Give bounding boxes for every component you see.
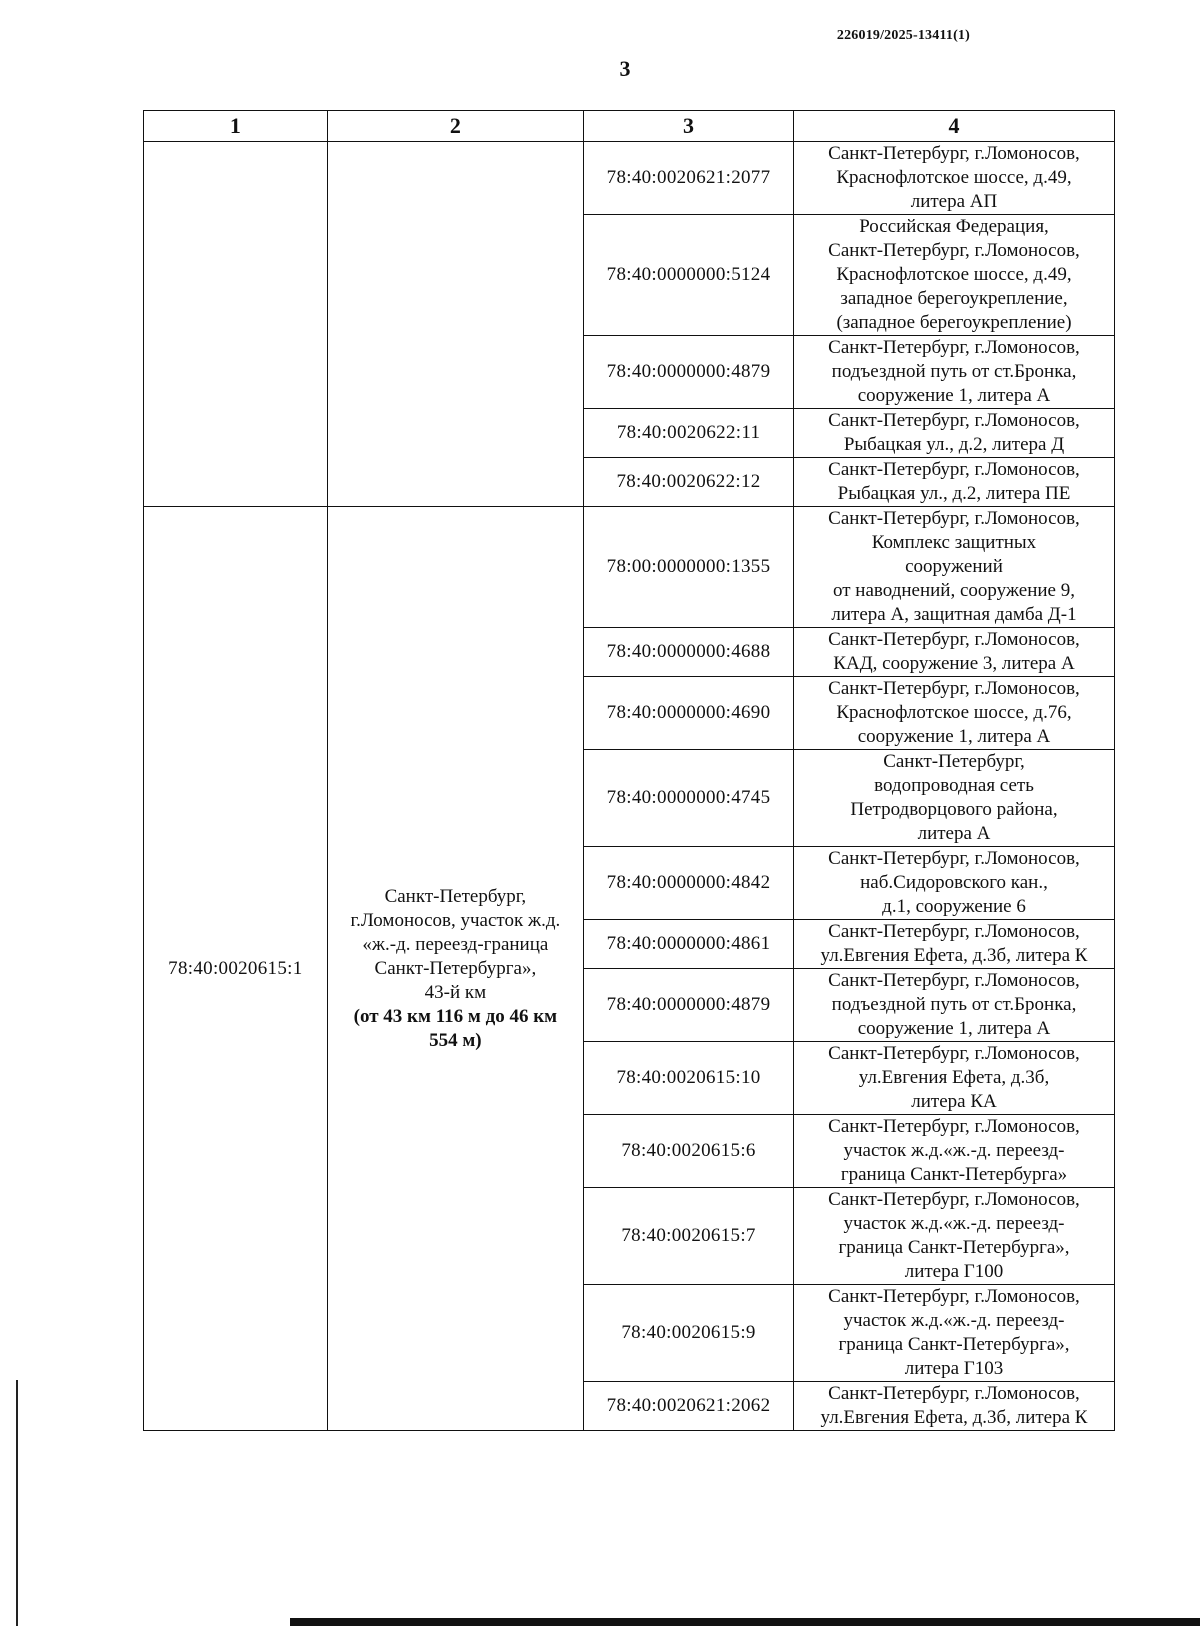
address-line: КАД, сооружение 3, литера А — [833, 653, 1075, 674]
address-cell — [794, 628, 1115, 677]
description-line: Санкт-Петербург, — [384, 885, 527, 907]
table-row — [144, 507, 1115, 628]
cadastral-number-cell: 78:40:0020615:6 — [584, 1115, 794, 1188]
address-cell — [794, 336, 1115, 409]
description-line: Санкт-Петербурга», — [374, 957, 537, 979]
address-line: литера А — [917, 823, 991, 844]
parcel-number-cell: 78:40:0020615:1 — [144, 507, 328, 1431]
address-line: Санкт-Петербург, г.Ломоносов, — [828, 921, 1080, 942]
address-line: Санкт-Петербург, г.Ломоносов, — [828, 1116, 1080, 1137]
empty-cell — [327, 142, 583, 507]
table-body — [144, 142, 1115, 1431]
address-line: подъездной путь от ст.Бронка, — [831, 994, 1077, 1015]
address-line: Санкт-Петербург, г.Ломоносов, — [828, 1383, 1080, 1404]
cadastral-number-cell: 78:40:0000000:4745 — [584, 750, 794, 847]
address-line: Санкт-Петербург, г.Ломоносов, — [828, 240, 1080, 261]
address-line: Санкт-Петербург, г.Ломоносов, — [828, 1043, 1080, 1064]
address-line: граница Санкт-Петербурга» — [840, 1164, 1068, 1185]
address-cell — [794, 920, 1115, 969]
address-line: сооружений — [905, 556, 1003, 577]
address-cell — [794, 677, 1115, 750]
registry-table — [143, 110, 1115, 1431]
column-header: 4 — [794, 111, 1115, 142]
address-line: сооружение 1, литера А — [857, 385, 1051, 406]
column-header: 3 — [584, 111, 794, 142]
address-line: литера А, защитная дамба Д-1 — [831, 604, 1077, 625]
cadastral-number-cell: 78:40:0000000:4861 — [584, 920, 794, 969]
address-line: (западное берегоукрепление) — [836, 312, 1072, 333]
header-row — [144, 111, 1115, 142]
scan-artifact-bar — [290, 1618, 1200, 1626]
cadastral-number-cell: 78:40:0000000:4690 — [584, 677, 794, 750]
description-line: «ж.-д. переезд-граница — [362, 933, 549, 955]
address-line: Краснофлотское шоссе, д.76, — [836, 702, 1072, 723]
address-line: литера Г100 — [904, 1261, 1004, 1282]
description-line: г.Ломоносов, участок ж.д. — [350, 909, 561, 931]
cadastral-number-cell: 78:40:0000000:4879 — [584, 336, 794, 409]
address-line: водопроводная сеть — [874, 775, 1034, 796]
address-line: Санкт-Петербург, г.Ломоносов, — [828, 143, 1080, 164]
address-line: литера КА — [911, 1091, 997, 1112]
address-line: ул.Евгения Ефета, д.3б, литера К — [820, 1407, 1088, 1428]
document-number: 226019/2025-13411(1) — [836, 28, 970, 43]
address-cell — [794, 847, 1115, 920]
cadastral-number-cell: 78:40:0000000:5124 — [584, 215, 794, 336]
description-line: 43-й км — [424, 981, 487, 1003]
address-cell — [794, 458, 1115, 507]
address-line: литера АП — [910, 191, 998, 212]
page-number: 3 — [619, 56, 631, 81]
description-range-line: 554 м) — [429, 1029, 482, 1051]
cadastral-number-cell: 78:40:0020622:12 — [584, 458, 794, 507]
address-line: Санкт-Петербург, г.Ломоносов, — [828, 629, 1080, 650]
address-line: Санкт-Петербург, г.Ломоносов, — [828, 459, 1080, 480]
address-line: наб.Сидоровского кан., — [860, 872, 1048, 893]
address-line: граница Санкт-Петербурга», — [838, 1237, 1070, 1258]
address-line: Санкт-Петербург, г.Ломоносов, — [828, 410, 1080, 431]
address-line: участок ж.д.«ж.-д. переезд- — [843, 1310, 1065, 1331]
table-row — [144, 142, 1115, 215]
address-line: участок ж.д.«ж.-д. переезд- — [843, 1213, 1065, 1234]
address-line: ул.Евгения Ефета, д.3б, — [858, 1067, 1050, 1088]
address-line: ул.Евгения Ефета, д.3б, литера К — [820, 945, 1088, 966]
address-cell — [794, 1042, 1115, 1115]
address-line: Краснофлотское шоссе, д.49, — [836, 167, 1072, 188]
address-line: Санкт-Петербург, г.Ломоносов, — [828, 1189, 1080, 1210]
address-line: подъездной путь от ст.Бронка, — [831, 361, 1077, 382]
column-header: 1 — [144, 111, 328, 142]
empty-cell — [144, 142, 328, 507]
address-line: Санкт-Петербург, г.Ломоносов, — [828, 970, 1080, 991]
address-line: Российская Федерация, — [859, 216, 1049, 237]
address-cell — [794, 507, 1115, 628]
column-header: 2 — [327, 111, 583, 142]
cadastral-number-cell: 78:40:0020621:2062 — [584, 1382, 794, 1431]
address-cell — [794, 142, 1115, 215]
address-line: Санкт-Петербург, г.Ломоносов, — [828, 337, 1080, 358]
address-line: Санкт-Петербург, — [883, 751, 1025, 772]
address-cell — [794, 1188, 1115, 1285]
address-line: д.1, сооружение 6 — [882, 896, 1026, 917]
address-cell — [794, 1382, 1115, 1431]
address-line: Санкт-Петербург, г.Ломоносов, — [828, 848, 1080, 869]
address-line: литера Г103 — [904, 1358, 1004, 1379]
address-cell — [794, 969, 1115, 1042]
address-line: западное берегоукрепление, — [840, 288, 1068, 309]
address-cell — [794, 409, 1115, 458]
cadastral-number-cell: 78:40:0020615:9 — [584, 1285, 794, 1382]
address-line: сооружение 1, литера А — [857, 726, 1051, 747]
cadastral-number-cell: 78:40:0020615:7 — [584, 1188, 794, 1285]
address-cell — [794, 1285, 1115, 1382]
address-cell — [794, 750, 1115, 847]
address-cell — [794, 1115, 1115, 1188]
cadastral-number-cell: 78:00:0000000:1355 — [584, 507, 794, 628]
address-line: Санкт-Петербург, г.Ломоносов, — [828, 1286, 1080, 1307]
cadastral-number-cell: 78:40:0020621:2077 — [584, 142, 794, 215]
cadastral-number-cell: 78:40:0000000:4842 — [584, 847, 794, 920]
address-line: Краснофлотское шоссе, д.49, — [836, 264, 1072, 285]
address-line: Санкт-Петербург, г.Ломоносов, — [828, 508, 1080, 529]
cadastral-number-cell: 78:40:0020622:11 — [584, 409, 794, 458]
address-line: граница Санкт-Петербурга», — [838, 1334, 1070, 1355]
address-line: Санкт-Петербург, г.Ломоносов, — [828, 678, 1080, 699]
address-cell — [794, 215, 1115, 336]
address-line: Комплекс защитных — [871, 532, 1037, 553]
scan-artifact-line — [16, 1380, 18, 1626]
cadastral-number-cell: 78:40:0020615:10 — [584, 1042, 794, 1115]
address-line: сооружение 1, литера А — [857, 1018, 1051, 1039]
cadastral-number-cell: 78:40:0000000:4879 — [584, 969, 794, 1042]
address-line: Петродворцового района, — [850, 799, 1058, 820]
address-line: Рыбацкая ул., д.2, литера ПЕ — [837, 483, 1071, 504]
description-range-line: (от 43 км 116 м до 46 км — [353, 1005, 558, 1027]
address-line: участок ж.д.«ж.-д. переезд- — [843, 1140, 1065, 1161]
cadastral-number-cell: 78:40:0000000:4688 — [584, 628, 794, 677]
parcel-description-cell — [327, 507, 583, 1431]
address-line: Рыбацкая ул., д.2, литера Д — [843, 434, 1065, 455]
address-line: от наводнений, сооружение 9, — [833, 580, 1075, 601]
